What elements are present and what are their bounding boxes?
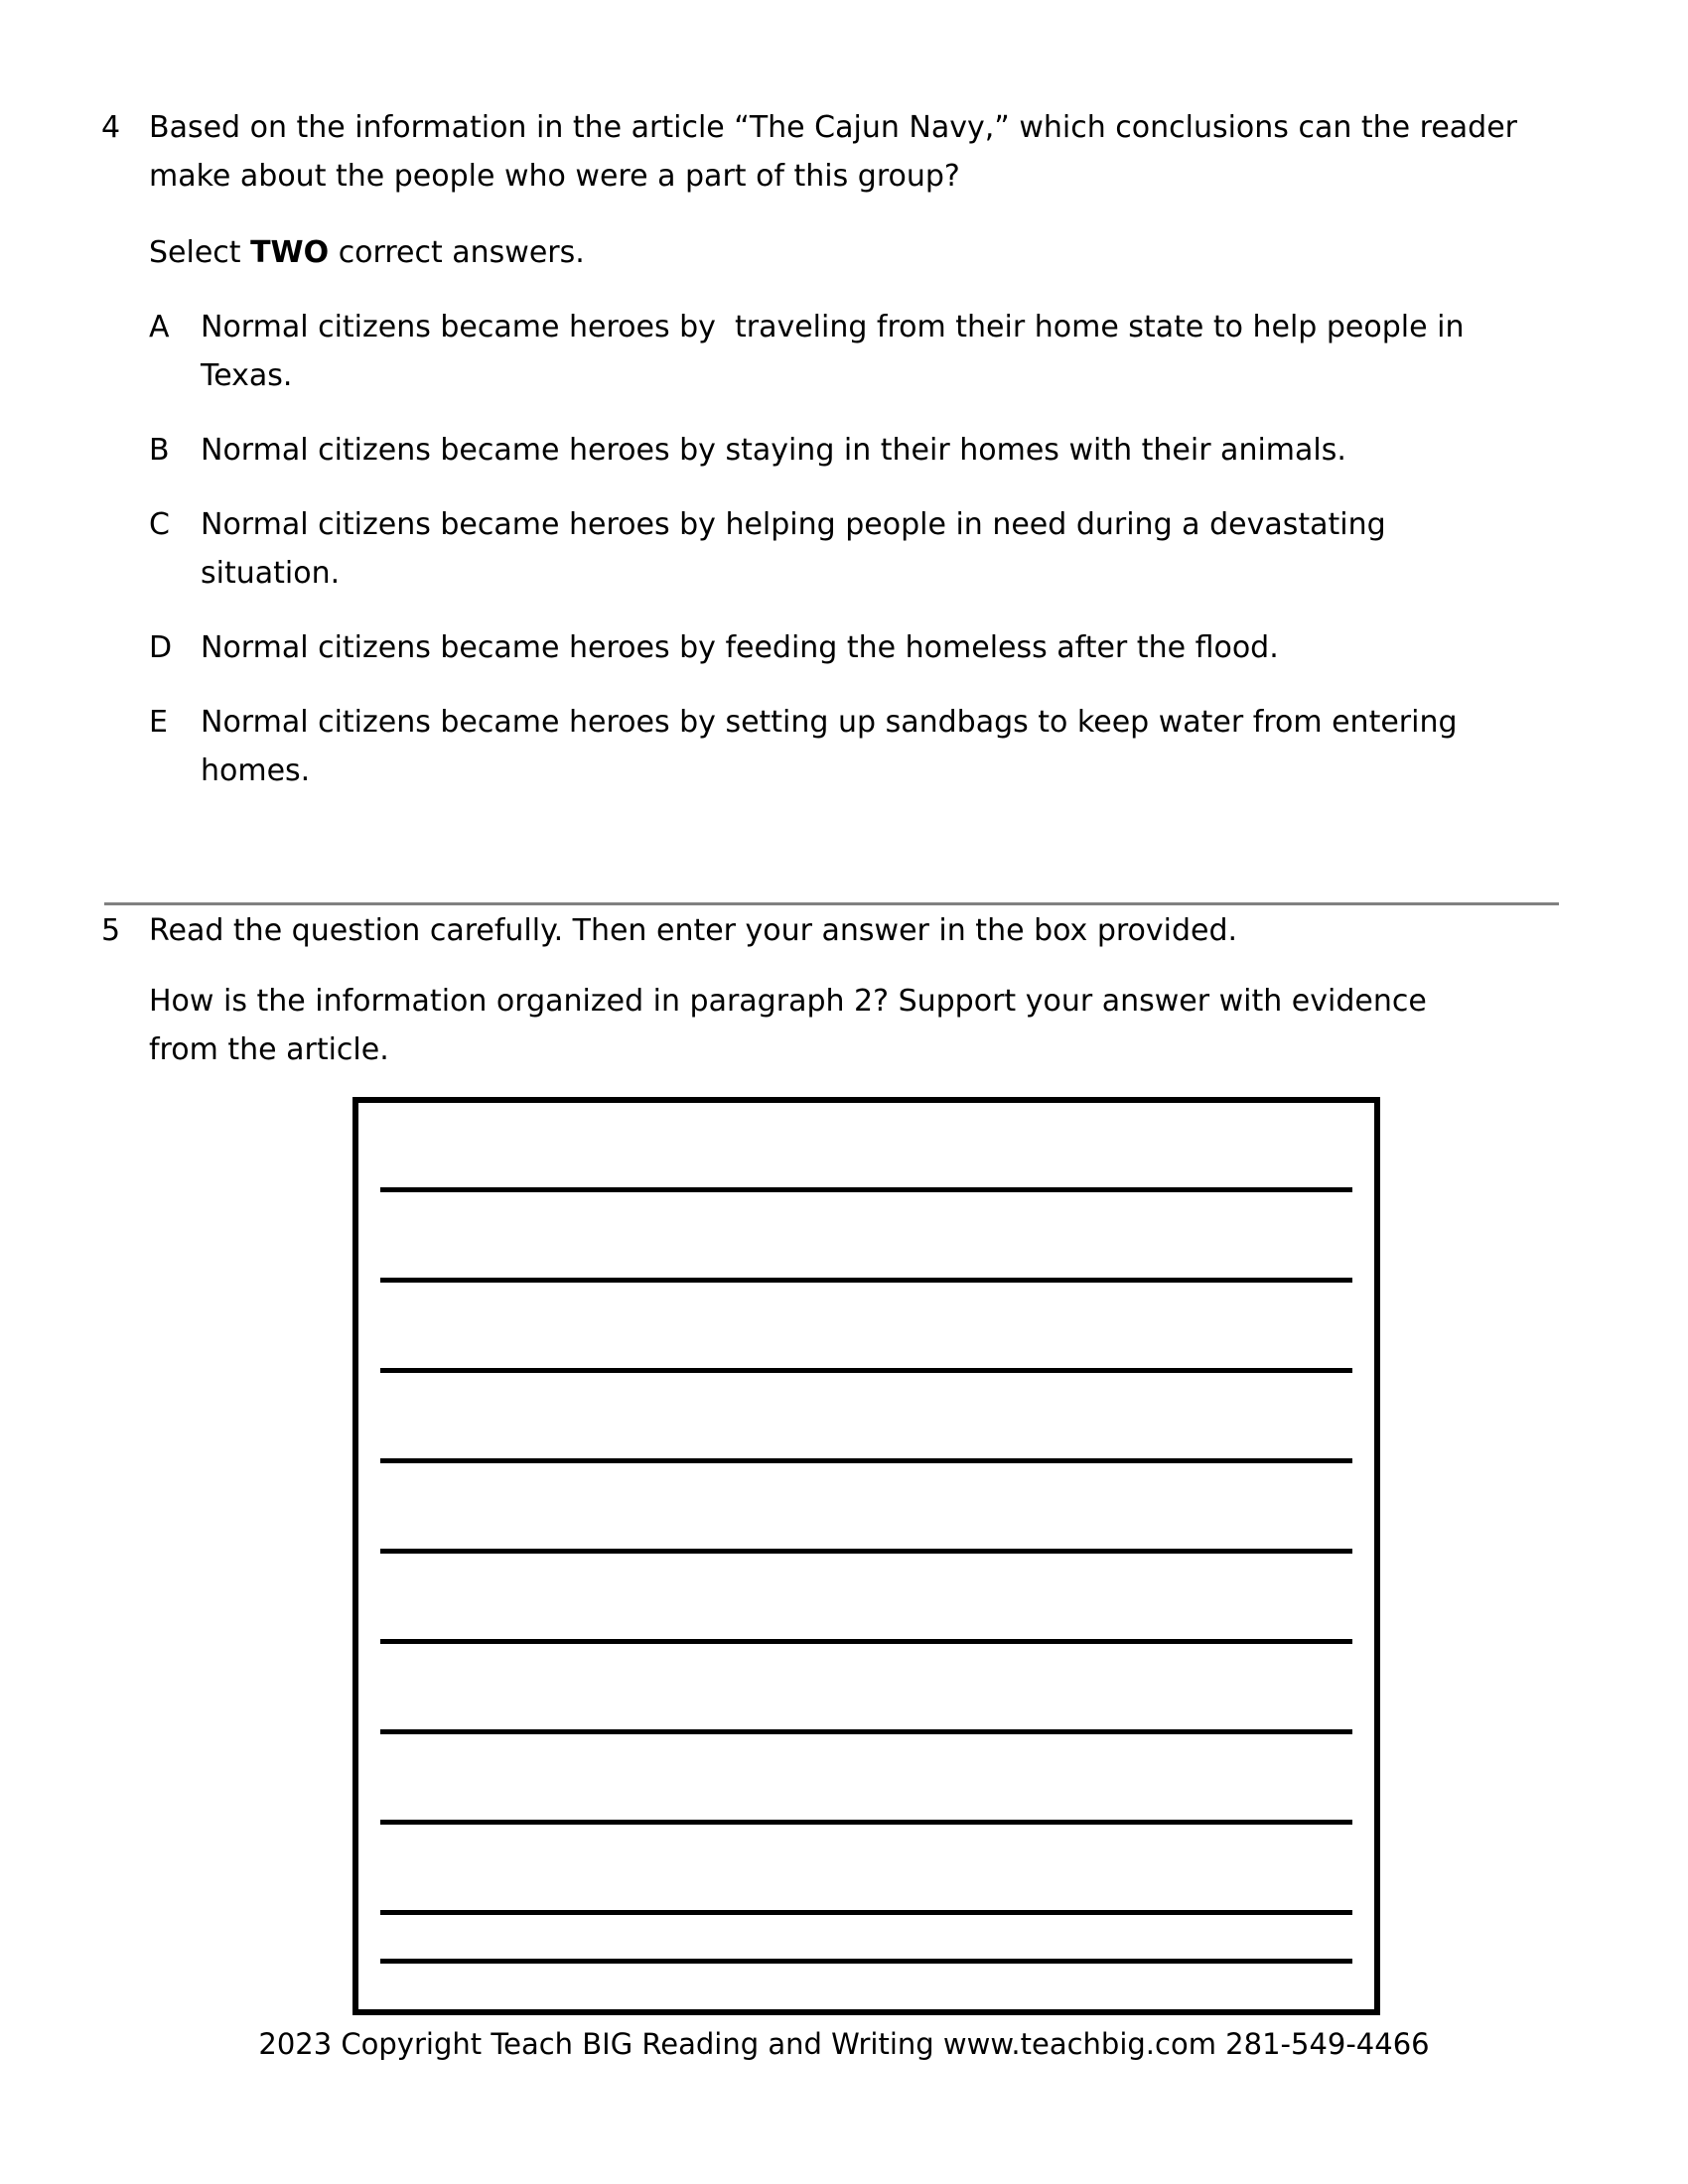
question-4-instruction xyxy=(149,228,1599,277)
page-footer: 2023 Copyright Teach BIG Reading and Writing www.teachbig.com 281-549-4466 xyxy=(258,2027,1430,2061)
answer-line-10 xyxy=(380,1959,1352,1964)
instruction-prefix: Select xyxy=(149,235,251,270)
choice-d-letter: D xyxy=(149,630,173,665)
answer-line-4 xyxy=(380,1458,1352,1463)
answer-line-2 xyxy=(380,1278,1352,1283)
answer-line-5 xyxy=(380,1549,1352,1554)
instruction-emphasis: TWO xyxy=(250,235,330,270)
choice-b-text: Normal citizens became heroes by staying in their homes with their animals. xyxy=(201,433,1346,468)
choice-d-text: Normal citizens became heroes by feeding the homeless after the flood. xyxy=(201,630,1279,665)
answer-line-7 xyxy=(380,1729,1352,1734)
choice-d[interactable] xyxy=(149,623,1599,672)
choice-c-letter: C xyxy=(149,507,170,542)
answer-line-3 xyxy=(380,1368,1352,1373)
question-4 xyxy=(89,103,1599,795)
question-5-stem-text: Read the question carefully. Then enter your answer in the box provided. xyxy=(149,913,1238,948)
choice-a-letter: A xyxy=(149,310,170,344)
instruction-suffix: correct answers. xyxy=(329,235,585,270)
question-5-prompt: How is the information organized in paragraph 2? Support your answer with evidence from the article. xyxy=(149,984,1427,1067)
choice-b[interactable] xyxy=(149,426,1599,475)
answer-box-rule-lines xyxy=(358,1103,1374,2009)
choice-e-text: Normal citizens became heroes by setting up sandbags to keep water from entering homes. xyxy=(201,705,1468,788)
answer-line-6 xyxy=(380,1639,1352,1644)
choice-e-letter: E xyxy=(149,705,168,740)
section-divider xyxy=(104,902,1559,905)
choice-a[interactable] xyxy=(149,303,1599,400)
question-5-number: 5 xyxy=(101,913,121,948)
choice-a-text: Normal citizens became heroes by traveling from their home state to help people in Texas. xyxy=(201,310,1474,393)
choice-c-text: Normal citizens became heroes by helping people in need during a devastating situation. xyxy=(201,507,1396,591)
answer-line-1 xyxy=(380,1187,1352,1192)
choice-b-letter: B xyxy=(149,433,170,468)
answer-line-8 xyxy=(380,1820,1352,1825)
answer-entry-box[interactable] xyxy=(352,1097,1380,2015)
question-4-choice-list xyxy=(149,303,1599,795)
question-4-stem-text: Based on the information in the article “The Cajun Navy,” which conclusions can the reader make about the people who were a part of this group? xyxy=(149,110,1518,194)
choice-e[interactable] xyxy=(149,698,1599,795)
question-4-number: 4 xyxy=(101,110,121,145)
question-4-stem-row xyxy=(89,103,1599,201)
question-5 xyxy=(89,906,1599,1074)
answer-line-9 xyxy=(380,1910,1352,1915)
choice-c[interactable] xyxy=(149,500,1599,598)
question-5-stem-row xyxy=(89,906,1599,955)
